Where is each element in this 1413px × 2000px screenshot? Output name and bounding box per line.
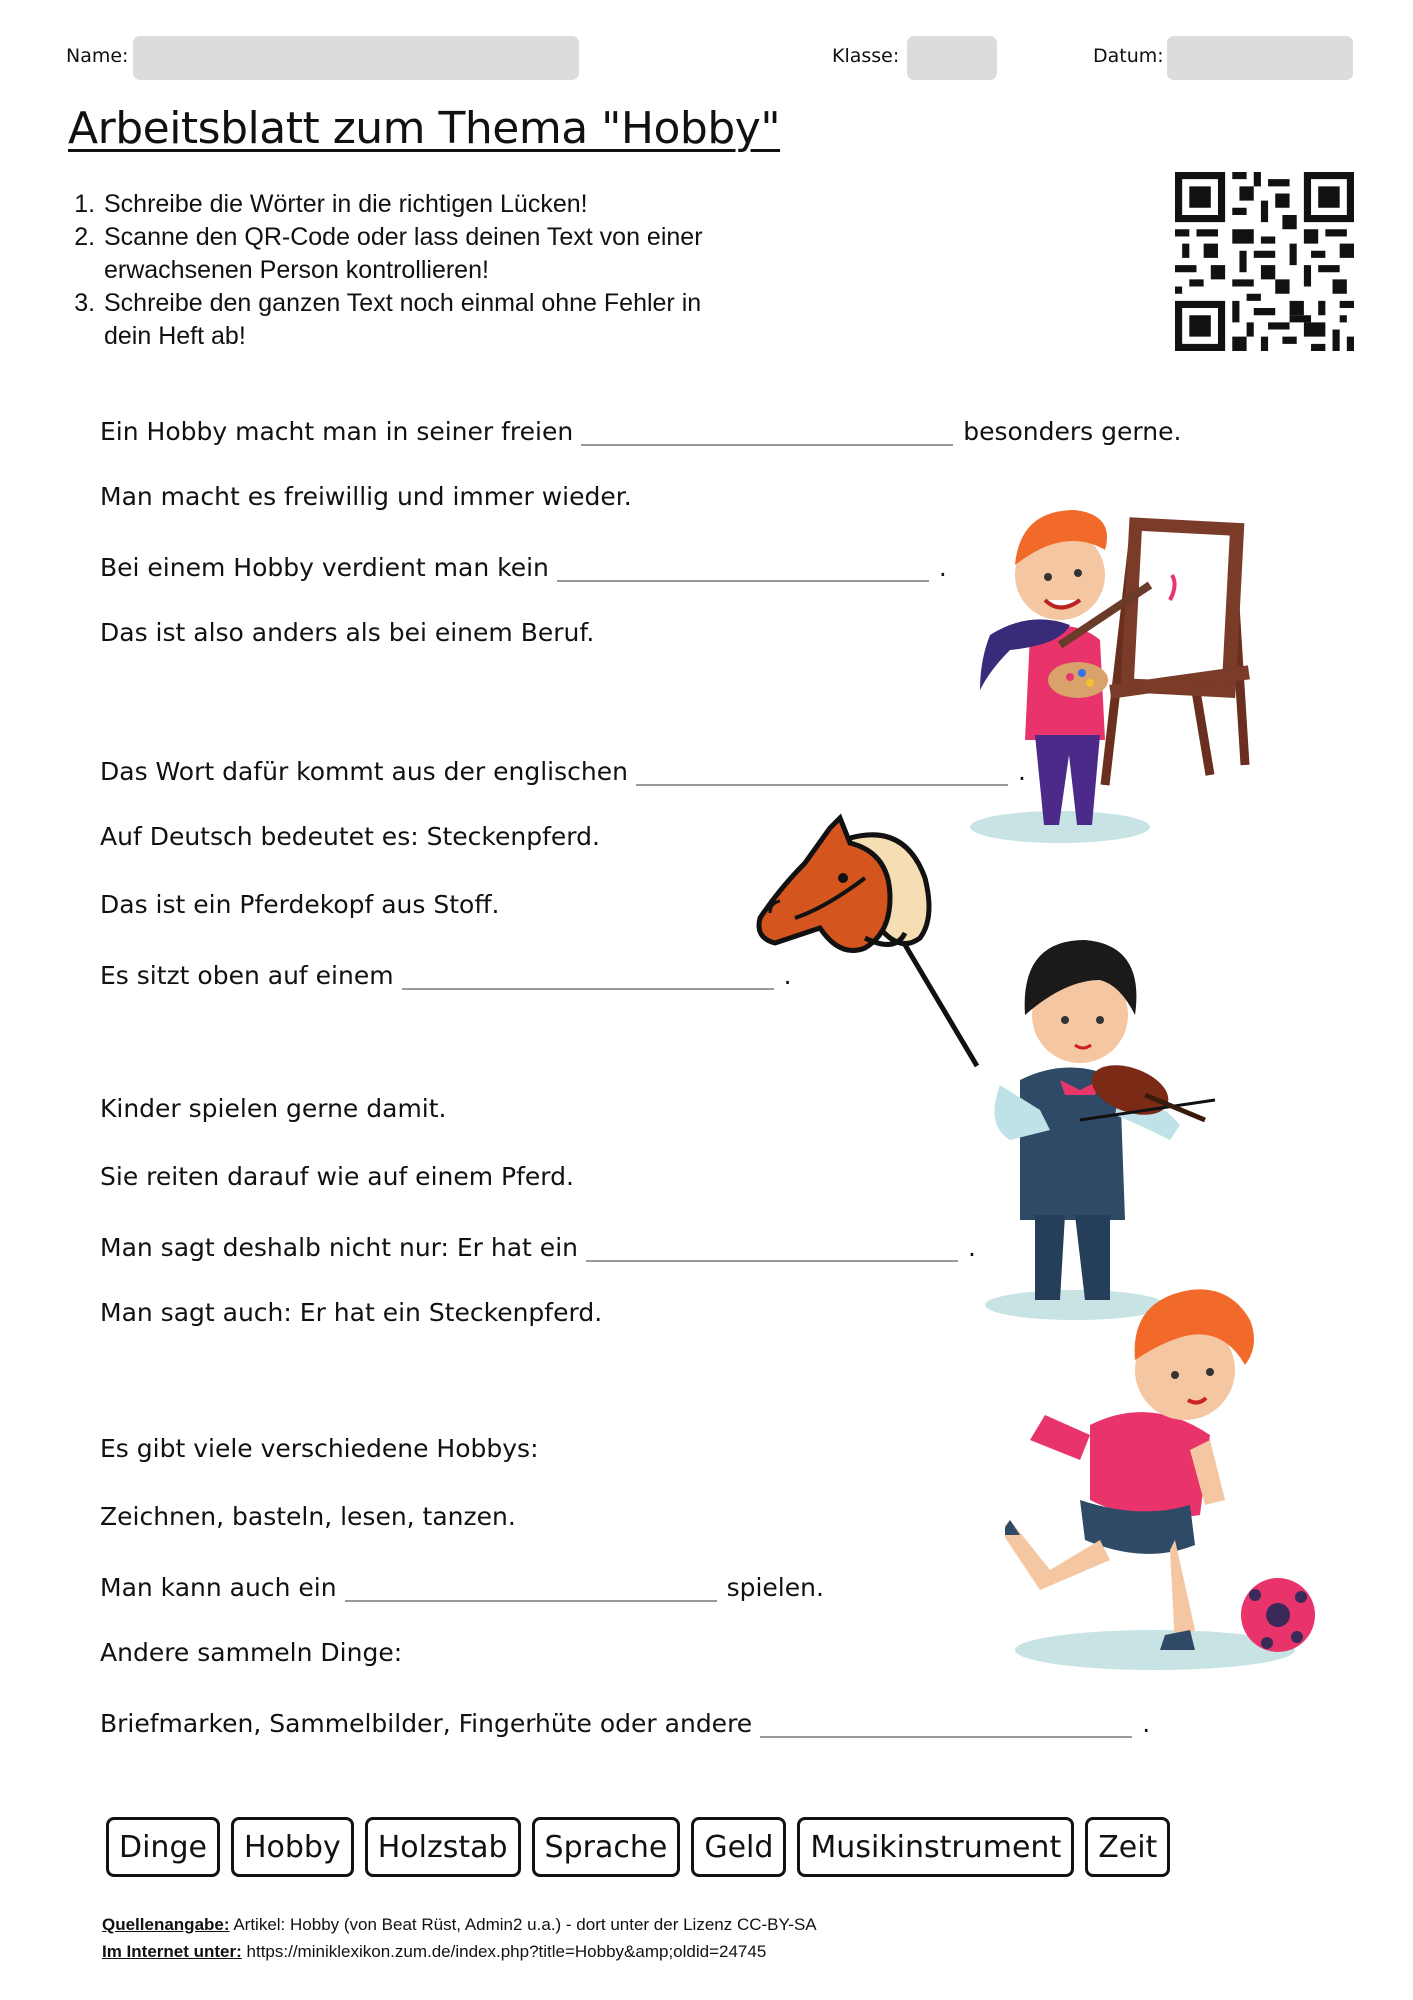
text-line bbox=[100, 1162, 574, 1191]
instruction-item: 3. Schreibe den ganzen Text noch einmal ohne Fehler in dein Heft ab! bbox=[102, 287, 742, 353]
text-line bbox=[100, 550, 947, 582]
text-line bbox=[100, 1502, 516, 1531]
text-line bbox=[100, 754, 1026, 786]
text-line bbox=[100, 1706, 1150, 1738]
text-line bbox=[100, 618, 594, 647]
line-text: Es sitzt oben auf einem bbox=[100, 961, 394, 990]
line-text: Bei einem Hobby verdient man kein bbox=[100, 553, 549, 582]
internet-line bbox=[102, 1942, 766, 1962]
gap-blank[interactable] bbox=[345, 1570, 717, 1602]
internet-label: Im Internet unter: bbox=[102, 1942, 242, 1961]
line-text: . bbox=[938, 553, 947, 582]
text-line bbox=[100, 1298, 602, 1327]
word-card[interactable]: Holzstab bbox=[365, 1817, 521, 1877]
line-text: . bbox=[783, 961, 792, 990]
source-label: Quellenangabe: bbox=[102, 1915, 230, 1934]
line-text: Andere sammeln Dinge: bbox=[100, 1638, 403, 1667]
text-line bbox=[100, 958, 792, 990]
class-label: Klasse: bbox=[832, 45, 900, 67]
word-card[interactable]: Hobby bbox=[231, 1817, 354, 1877]
source-text: Artikel: Hobby (von Beat Rüst, Admin2 u.a.) - dort unter der Lizenz CC-BY-SA bbox=[233, 1915, 817, 1934]
class-field[interactable] bbox=[907, 36, 997, 80]
gap-blank[interactable] bbox=[586, 1230, 958, 1262]
line-text: Man sagt auch: Er hat ein Steckenpferd. bbox=[100, 1298, 603, 1327]
instruction-item: 1. Schreibe die Wörter in die richtigen Lücken! bbox=[102, 188, 742, 221]
internet-url[interactable]: https://miniklexikon.zum.de/index.php?title=Hobby&amp;oldid=24745 bbox=[246, 1942, 767, 1961]
soccer-child-icon bbox=[1005, 1275, 1320, 1675]
line-text: besonders gerne. bbox=[963, 417, 1182, 446]
text-line bbox=[100, 822, 600, 851]
text-line bbox=[100, 1094, 447, 1123]
line-text: Das ist ein Pferdekopf aus Stoff. bbox=[100, 890, 500, 919]
text-line bbox=[100, 1638, 402, 1667]
violinist-child-icon bbox=[980, 920, 1220, 1320]
line-text: Auf Deutsch bedeutet es: Steckenpferd. bbox=[100, 822, 600, 851]
text-line bbox=[100, 1434, 539, 1463]
line-text: Man kann auch ein bbox=[100, 1573, 337, 1602]
text-line bbox=[100, 482, 632, 511]
name-label: Name: bbox=[66, 45, 129, 67]
line-text: . bbox=[1142, 1709, 1151, 1738]
date-label: Datum: bbox=[1093, 45, 1164, 67]
qr-code-icon[interactable] bbox=[1175, 172, 1354, 351]
instructions-list bbox=[68, 188, 742, 353]
word-card[interactable]: Sprache bbox=[532, 1817, 681, 1877]
gap-blank[interactable] bbox=[581, 414, 953, 446]
line-text: Sie reiten darauf wie auf einem Pferd. bbox=[100, 1162, 574, 1191]
line-text: Ein Hobby macht man in seiner freien bbox=[100, 417, 574, 446]
hobby-horse-icon bbox=[755, 808, 995, 1073]
text-line bbox=[100, 1230, 976, 1262]
gap-blank[interactable] bbox=[557, 550, 929, 582]
gap-blank[interactable] bbox=[636, 754, 1008, 786]
line-text: Zeichnen, basteln, lesen, tanzen. bbox=[100, 1502, 516, 1531]
text-line bbox=[100, 890, 500, 919]
date-field[interactable] bbox=[1167, 36, 1353, 80]
name-field[interactable] bbox=[133, 36, 579, 80]
word-bank bbox=[106, 1817, 1170, 1877]
line-text: Briefmarken, Sammelbilder, Fingerhüte oder andere bbox=[100, 1709, 753, 1738]
line-text: Man sagt deshalb nicht nur: Er hat ein bbox=[100, 1233, 578, 1262]
text-line bbox=[100, 1570, 824, 1602]
line-text: Kinder spielen gerne damit. bbox=[100, 1094, 447, 1123]
line-text: Es gibt viele verschiedene Hobbys: bbox=[100, 1434, 539, 1463]
gap-blank[interactable] bbox=[760, 1706, 1132, 1738]
line-text: Das ist also anders als bei einem Beruf. bbox=[100, 618, 595, 647]
painter-child-icon bbox=[960, 485, 1260, 845]
line-text: spielen. bbox=[726, 1573, 824, 1602]
word-card[interactable]: Dinge bbox=[106, 1817, 220, 1877]
page-title: Arbeitsblatt zum Thema "Hobby" bbox=[68, 103, 781, 154]
text-line bbox=[100, 414, 1181, 446]
word-card[interactable]: Zeit bbox=[1085, 1817, 1170, 1877]
line-text: . bbox=[1017, 757, 1026, 786]
line-text: Man macht es freiwillig und immer wieder. bbox=[100, 482, 632, 511]
word-card[interactable]: Geld bbox=[691, 1817, 786, 1877]
source-line bbox=[102, 1915, 817, 1935]
line-text: Das Wort dafür kommt aus der englischen bbox=[100, 757, 628, 786]
line-text: . bbox=[967, 1233, 976, 1262]
word-card[interactable]: Musikinstrument bbox=[797, 1817, 1074, 1877]
gap-blank[interactable] bbox=[402, 958, 774, 990]
instruction-item: 2. Scanne den QR-Code oder lass deinen Text von einer erwachsenen Person kontrollieren! bbox=[102, 221, 742, 287]
